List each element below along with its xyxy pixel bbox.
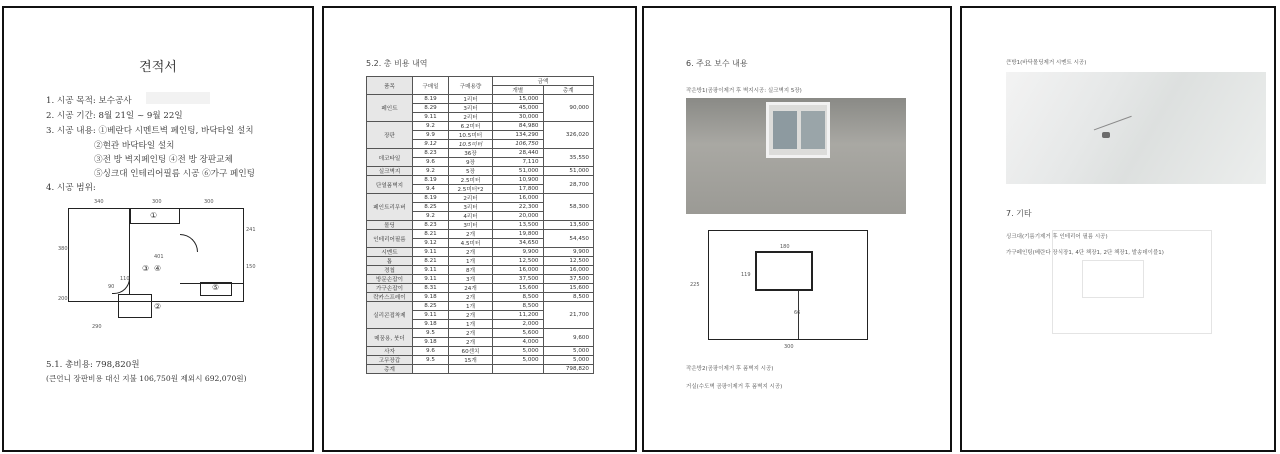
- cell-date: 9.6: [413, 347, 449, 356]
- table-row: [367, 248, 594, 257]
- cell-each: 5,000: [493, 356, 544, 365]
- cell-qty: 1개: [449, 257, 493, 266]
- cell-each: 9,900: [493, 248, 544, 257]
- cell-total: 13,500: [543, 221, 594, 230]
- dim-label: 380: [58, 246, 68, 252]
- table-row: [367, 230, 594, 239]
- line-period: 2. 시공 기간: 8월 21일 ~ 9월 22일: [46, 111, 183, 121]
- cell-total: 12,500: [543, 257, 594, 266]
- cell-date: 8.19: [413, 194, 449, 203]
- table-row: [367, 329, 594, 338]
- floorplan-room-right: [180, 224, 244, 284]
- dim-label: 401: [154, 254, 164, 260]
- cell-date: 9.11: [413, 113, 449, 122]
- cell-each: 2,000: [493, 320, 544, 329]
- photo-caption: 작은방1(곰팡이제거 후 벽지시공: 실크벽지 5장): [686, 88, 802, 94]
- floorplan-room-2: [118, 294, 152, 318]
- cell-item: 페인트: [367, 95, 413, 122]
- cell-date: 8.19: [413, 95, 449, 104]
- cell-each: 51,000: [493, 167, 544, 176]
- grand-total-label: 총계: [367, 365, 413, 374]
- cell-date: 9.11: [413, 275, 449, 284]
- plan-dim: 225: [690, 282, 700, 288]
- cell-date: 8.23: [413, 221, 449, 230]
- cell-qty: 1리터: [449, 95, 493, 104]
- cell-total: 21,700: [543, 302, 594, 329]
- cell-item: 실크벽지: [367, 167, 413, 176]
- cell-total: 54,450: [543, 230, 594, 248]
- cell-each: 8,500: [493, 302, 544, 311]
- table-row: [367, 284, 594, 293]
- cell-qty: 5장: [449, 167, 493, 176]
- cell-qty: 1개: [449, 302, 493, 311]
- table-row: [367, 221, 594, 230]
- dim-label: 290: [92, 324, 102, 330]
- table-row: [367, 257, 594, 266]
- cell-each: 22,300: [493, 203, 544, 212]
- table-row: [367, 176, 594, 185]
- caption-living: 거실(수도벽 곰팡이제거 후 폼벽지 시공): [686, 384, 783, 390]
- line-scope-3: ③전 방 벽지페인팅 ④전 방 장판교체: [94, 155, 233, 165]
- cell-date: 9.2: [413, 212, 449, 221]
- plan-dim: 180: [780, 244, 790, 250]
- cell-date: 8.19: [413, 176, 449, 185]
- cell-date: 8.31: [413, 284, 449, 293]
- cell-date: 9.18: [413, 320, 449, 329]
- cell-total: 58,300: [543, 194, 594, 221]
- cell-date: 9.4: [413, 185, 449, 194]
- cell-date: 9.9: [413, 131, 449, 140]
- cell-qty: 3개: [449, 275, 493, 284]
- cell-qty: 2개: [449, 248, 493, 257]
- cell-each: 16,000: [493, 194, 544, 203]
- cell-qty: 2개: [449, 329, 493, 338]
- cell-each: 10,900: [493, 176, 544, 185]
- cell-qty: 6.2미터: [449, 122, 493, 131]
- dim-label: 300: [152, 199, 162, 205]
- cell-total: 5,000: [543, 356, 594, 365]
- cell-each: 28,440: [493, 149, 544, 158]
- plan-dim: 119: [741, 272, 751, 278]
- cell-each: 13,500: [493, 221, 544, 230]
- cell-date: 8.25: [413, 302, 449, 311]
- total-cost: 5.1. 총비용: 798,820원: [46, 360, 140, 370]
- cost-breakdown-title: 5.2. 총 비용 내역: [366, 59, 428, 68]
- cell-qty: 3리터: [449, 104, 493, 113]
- cell-item: 실리콘접착제: [367, 302, 413, 329]
- cell-total: 15,600: [543, 284, 594, 293]
- dim-label: 200: [58, 296, 68, 302]
- cell-date: 9.2: [413, 167, 449, 176]
- dim-label: 150: [246, 264, 256, 270]
- cell-each: 11,200: [493, 311, 544, 320]
- cell-date: 8.25: [413, 203, 449, 212]
- area-label-5: ⑤: [212, 283, 220, 292]
- table-row: [367, 293, 594, 302]
- cell-total: 35,550: [543, 149, 594, 167]
- cost-note: (큰언니 장판비용 대신 지불 106,750원 제외시 692,070원): [46, 374, 247, 383]
- area-label-1: ①: [150, 211, 158, 220]
- cell-total: 5,000: [543, 347, 594, 356]
- table-row: [367, 122, 594, 131]
- cell-item: 몰딩: [367, 221, 413, 230]
- area-label-2: ②: [154, 302, 162, 311]
- cell-date: 9.18: [413, 293, 449, 302]
- cell-total: 16,000: [543, 266, 594, 275]
- cell-each: 5,600: [493, 329, 544, 338]
- cell-qty: 1개: [449, 320, 493, 329]
- plan-dim: 300: [784, 344, 794, 350]
- cell-date: 9.5: [413, 329, 449, 338]
- cell-date: 8.29: [413, 104, 449, 113]
- dim-label: 90: [108, 284, 115, 290]
- cell-item: 데코타일: [367, 149, 413, 167]
- area-label-3: ③: [142, 264, 150, 273]
- window-image: [766, 102, 830, 158]
- cell-item: 장판: [367, 122, 413, 149]
- cell-item: 가구손잡이: [367, 284, 413, 293]
- floor-photo: [1006, 72, 1266, 184]
- cell-total: 9,600: [543, 329, 594, 347]
- room-plan-inner: [755, 251, 813, 291]
- cell-item: 락카스프레이: [367, 293, 413, 302]
- cell-each: 8,500: [493, 293, 544, 302]
- cell-qty: 9장: [449, 158, 493, 167]
- cell-each: 17,800: [493, 185, 544, 194]
- cell-qty: 15개: [449, 356, 493, 365]
- header-item: 품목: [367, 77, 413, 95]
- cell-qty: 36장: [449, 149, 493, 158]
- estimate-title: 견적서: [139, 60, 177, 75]
- cell-qty: 2.5미터*2: [449, 185, 493, 194]
- cell-date: 9.2: [413, 122, 449, 131]
- cell-date: 9.11: [413, 248, 449, 257]
- cell-item: 시멘트: [367, 248, 413, 257]
- dim-label: 110: [120, 276, 130, 282]
- cell-qty: 4리터: [449, 212, 493, 221]
- page-estimate: [2, 6, 314, 452]
- table-row: [367, 347, 594, 356]
- misc-line-2: 가구페인팅(베란다 장식장1, 4단 책장1, 2단 책장1, 발송데이블1): [1006, 250, 1164, 256]
- cell-each: 5,000: [493, 347, 544, 356]
- table-row: [367, 149, 594, 158]
- line-purpose: 1. 시공 목적: 보수공사: [46, 96, 132, 106]
- line-scope-4: ⑤싱크대 인테리어필름 시공 ⑥가구 페인팅: [94, 169, 255, 179]
- cell-item: 고무장갑: [367, 356, 413, 365]
- cell-each: 30,000: [493, 113, 544, 122]
- table-row: [367, 275, 594, 284]
- header-total: 총계: [543, 86, 594, 95]
- cell-total: 28,700: [543, 176, 594, 194]
- cell-date: 9.5: [413, 356, 449, 365]
- cell-item: 방문손잡이: [367, 275, 413, 284]
- cell-date: 8.21: [413, 257, 449, 266]
- dim-label: 300: [204, 199, 214, 205]
- cell-each: 84,980: [493, 122, 544, 131]
- cell-item: 경첩: [367, 266, 413, 275]
- cost-table: [366, 76, 594, 374]
- table-row: [367, 95, 594, 104]
- cell-date: 9.11: [413, 266, 449, 275]
- cell-date: 8.23: [413, 149, 449, 158]
- table-row: [367, 194, 594, 203]
- misc-title: 7. 기타: [1006, 209, 1032, 218]
- cell-date: 8.21: [413, 230, 449, 239]
- grand-total-value: 798,820: [543, 365, 594, 374]
- cell-each: 16,000: [493, 266, 544, 275]
- misc-line-1: 싱크대(기름기제거 후 인테리어 필름 시공): [1006, 234, 1108, 240]
- cell-qty: 3리터: [449, 203, 493, 212]
- cell-date: 9.12: [413, 140, 449, 149]
- cell-total: 8,500: [543, 293, 594, 302]
- photo-caption: 큰방1(바닥몰딩제거 시멘트 시공): [1006, 60, 1087, 66]
- page-misc: [960, 6, 1276, 452]
- header-qty: 구매용량: [449, 77, 493, 95]
- cell-total: 9,900: [543, 248, 594, 257]
- cell-qty: 2개: [449, 311, 493, 320]
- cell-item: 사자: [367, 347, 413, 356]
- page-cost-breakdown: [322, 6, 637, 452]
- cell-each: 106,750: [493, 140, 544, 149]
- cell-qty: 2개: [449, 230, 493, 239]
- cell-qty: 10.5미터: [449, 131, 493, 140]
- cell-qty: 8개: [449, 266, 493, 275]
- cell-qty: 60센치: [449, 347, 493, 356]
- cell-each: 20,000: [493, 212, 544, 221]
- cell-each: 34,650: [493, 239, 544, 248]
- cell-item: 단열폼벽지: [367, 176, 413, 194]
- cell-date: 9.6: [413, 158, 449, 167]
- cell-total: 90,000: [543, 95, 594, 122]
- line-scope-2: ②현관 바닥타일 설치: [94, 141, 175, 151]
- dim-label: 340: [94, 199, 104, 205]
- area-label-4: ④: [154, 264, 162, 273]
- table-row: [367, 302, 594, 311]
- cell-qty: 2리터: [449, 194, 493, 203]
- line-scope-1: 3. 시공 내용: ①베란다 시멘트벽 페인팅, 바닥타일 설치: [46, 126, 254, 136]
- cell-qty: 10.5미터: [449, 140, 493, 149]
- cell-each: 45,000: [493, 104, 544, 113]
- header-date: 구매일: [413, 77, 449, 95]
- cell-qty: 4.5미터: [449, 239, 493, 248]
- floorplan: [4, 8, 314, 338]
- cell-date: 9.12: [413, 239, 449, 248]
- cell-qty: 2개: [449, 338, 493, 347]
- dim-label: 241: [246, 227, 256, 233]
- header-each: 개별: [493, 86, 544, 95]
- cell-each: 19,800: [493, 230, 544, 239]
- cell-each: 12,500: [493, 257, 544, 266]
- cell-qty: 24개: [449, 284, 493, 293]
- table-row: [367, 266, 594, 275]
- line-range: 4. 시공 범위:: [46, 183, 96, 193]
- cell-qty: 2개: [449, 293, 493, 302]
- cell-each: 134,290: [493, 131, 544, 140]
- cell-total: 37,500: [543, 275, 594, 284]
- cell-each: 15,000: [493, 95, 544, 104]
- cell-date: 9.11: [413, 311, 449, 320]
- cell-qty: 2리터: [449, 113, 493, 122]
- cell-qty: 2.5미터: [449, 176, 493, 185]
- cell-item: 페인트리무버: [367, 194, 413, 221]
- faint-plan-inner: [1082, 260, 1144, 298]
- room-photo: [686, 98, 906, 214]
- table-row: [367, 356, 594, 365]
- cell-total: 51,000: [543, 167, 594, 176]
- cell-item: 메꿈용, 붓더: [367, 329, 413, 347]
- plan-dim: 66: [794, 310, 801, 316]
- cell-each: 37,500: [493, 275, 544, 284]
- cell-item: 인테리어필름: [367, 230, 413, 248]
- table-row: [367, 167, 594, 176]
- header-amount: 금액: [493, 77, 594, 86]
- cell-each: 7,110: [493, 158, 544, 167]
- cell-each: 15,600: [493, 284, 544, 293]
- cell-total: 326,020: [543, 122, 594, 149]
- cell-qty: 3미터: [449, 221, 493, 230]
- cell-item: 톱: [367, 257, 413, 266]
- cell-date: 9.18: [413, 338, 449, 347]
- repairs-title: 6. 주요 보수 내용: [686, 59, 748, 68]
- caption-room2: 작은방2(곰팡이제거 후 폼벽지 시공): [686, 366, 774, 372]
- cell-each: 4,000: [493, 338, 544, 347]
- page-repairs: [642, 6, 952, 452]
